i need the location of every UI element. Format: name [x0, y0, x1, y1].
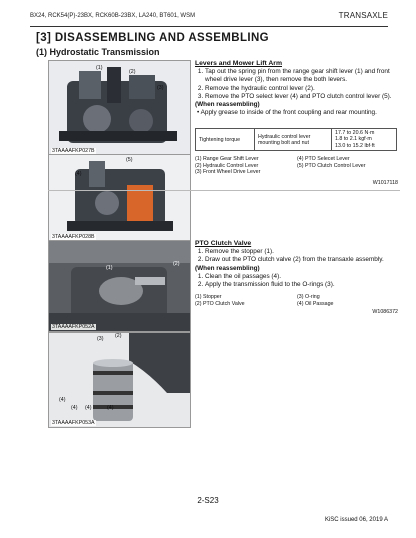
photo-pto-levers	[48, 154, 191, 242]
step-item: 2. Draw out the PTO clutch valve (2) from the transaxle assembly.	[205, 256, 400, 264]
levers-code: W1017118	[372, 180, 398, 186]
photo-caption: 3TAAAAFKP027B	[52, 148, 95, 154]
torque-item: Hydraulic control lever mounting bolt and nut	[255, 129, 332, 151]
callout: (2)	[115, 333, 122, 339]
levers-legend	[195, 156, 400, 178]
callout: (4)	[85, 405, 92, 411]
pto-levers-photo	[49, 155, 190, 241]
issue-info: KiSC issued 06, 2019 A	[324, 517, 388, 523]
pto-section	[195, 240, 400, 289]
callout: (4)	[75, 171, 82, 177]
legend-item: (2) Hydraulic Control Lever	[195, 162, 259, 169]
callout: (1)	[96, 65, 103, 71]
step-item: 1. Clean the oil passages (4).	[205, 273, 400, 281]
callout: (2)	[129, 69, 136, 75]
photo-caption: 3TAAAAFKP028B	[52, 234, 95, 240]
header-models: BX24, RCK54(P)-23BX, RCK60B-23BX, LA240, BT601, WSM	[30, 13, 196, 19]
pto-heading: PTO Clutch Valve	[195, 240, 252, 247]
photo-levers	[48, 60, 191, 156]
photo-caption: 3TAAAAFKP053A	[52, 420, 95, 426]
legend-item: (1) Stopper	[195, 294, 222, 300]
photo-stopper	[48, 240, 191, 332]
photo-valve-orings	[48, 332, 191, 428]
callout: (4)	[59, 397, 66, 403]
step-item: 3. Remove the PTO select lever (4) and PTO clutch control lever (5).	[205, 93, 400, 101]
reassembling-heading: (When reassembling)	[195, 101, 260, 109]
legend-item: (4) Oil Passage	[297, 300, 334, 307]
subsection-title: (1) Hydrostatic Transmission	[36, 47, 160, 57]
pto-reassembling-heading: (When reassembling)	[195, 264, 260, 272]
callout: (2)	[173, 261, 180, 267]
legend-item: (3) Front Wheel Drive Lever	[195, 169, 261, 176]
section-title: [3] DISASSEMBLING AND ASSEMBLING	[36, 32, 270, 44]
photo-caption: 3TAAAAFKP052A	[52, 324, 95, 330]
levers-heading: Levers and Mower Lift Arm	[195, 60, 282, 67]
page-number: 2-S23	[197, 496, 219, 505]
header-section: TRANSAXLE	[338, 11, 388, 20]
step-item: 2. Apply the transmission fluid to the O-rings (3).	[205, 281, 400, 289]
page-header	[30, 11, 388, 25]
callout: (1)	[106, 265, 113, 271]
torque-label: Tightening torque	[196, 129, 255, 151]
step-item: 1. Tap out the spring pin from the range gear shift lever (1) and front wheel drive lever (3), then remove the both levers.	[205, 68, 400, 84]
callout: (4)	[71, 405, 78, 411]
torque-table	[195, 128, 397, 151]
torque-values: 17.7 to 20.6 N·m 1.8 to 2.1 kgf·m 13.0 to 15.2 lbf·ft	[332, 129, 397, 151]
step-item: 1. Remove the stopper (1).	[205, 248, 400, 256]
legend-item: (3) O-ring	[297, 294, 320, 300]
callout: (4)	[107, 405, 114, 411]
transaxle-levers-photo	[49, 61, 190, 155]
divider	[48, 190, 400, 191]
legend-item: (4) PTO Selecet Lever	[297, 156, 350, 162]
levers-steps	[195, 68, 400, 101]
callout: (5)	[126, 157, 133, 163]
header-rule	[30, 26, 388, 27]
pto-code: W1086372	[372, 309, 398, 315]
legend-item: (1) Range Gear Shift Lever	[195, 156, 259, 162]
levers-section	[195, 60, 400, 117]
pto-clutch-valve-photo	[49, 241, 190, 331]
pto-reassembling-steps	[195, 273, 400, 289]
step-item: 2. Remove the hydraulic control lever (2).	[205, 85, 400, 93]
legend-item: (5) PTO Clutch Control Lever	[297, 162, 366, 169]
legend-item: (2) PTO Clutch Valve	[195, 300, 245, 307]
reassembling-note: • Apply grease to inside of the front coupling and rear mounting.	[197, 109, 377, 117]
callout: (3)	[157, 85, 164, 91]
pto-legend	[195, 294, 400, 310]
pto-steps	[195, 248, 400, 264]
valve-orings-photo	[49, 333, 190, 427]
callout: (3)	[97, 336, 104, 342]
